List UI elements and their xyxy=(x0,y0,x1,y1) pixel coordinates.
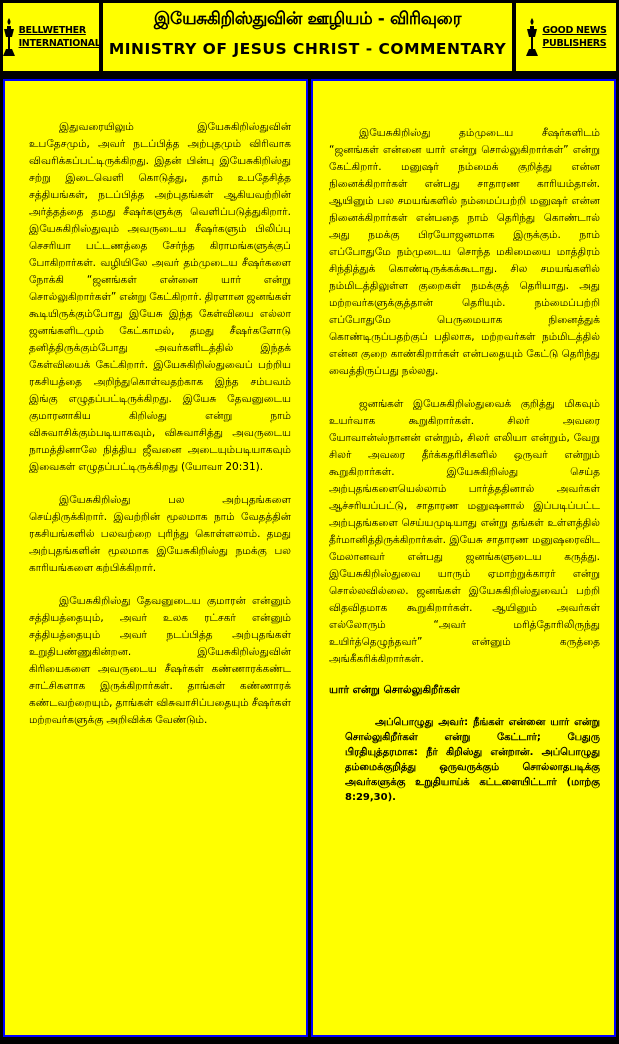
paragraph: ஜனங்கள் இயேசுகிறிஸ்துவைக் குறித்து மிகவும் உயர்வாக கூறுகிறார்கள். சிலர் அவரை யோவான்ஸ்நானன் என்றும், சிலர் எலியா என்றும், வேறு சிலர் அவரை தீர்க்கதரிசிகளில் ஒருவர் என்றும் கூறுகிறார்கள். இயேசுகிறிஸ்து செய்த அற்புதங்களையெல்லாம் பார்த்ததினால் அவர்கள் ஆச்சரியப்பட்டு, சாதாரண மனுஷனால் இப்படிப்பட்ட அற்புதங்களை செய்யமுடியாது என்று தங்கள் உள்ளத்தில் தீர்மானித்திருக்கிறார்கள். இயேசு சாதாரண மனுஷரைவிட மேலானவர் என்பது ஜனங்களுடைய கருத்து. இயேசுகிறிஸ்துவை யாரும் ஏமாற்றுக்காரர் என்று சொல்லவில்லை. ஜனங்கள் இயேசுகிறிஸ்துவைப் பற்றி விதவிதமாக கூறுகிறார்கள். ஆயினும் அவர்கள் எல்லோரும் “அவர் மரித்தோரிலிருந்து உயிர்த்தெழுந்தவர்” என்னும் கருத்தை அங்கீகரிக்கிறார்கள். xyxy=(329,398,600,665)
title-banner xyxy=(103,3,512,71)
page-title-english: MINISTRY OF JESUS CHRIST - COMMENTARY xyxy=(108,40,507,58)
right-column xyxy=(311,79,616,1037)
good-news-publishers-logo[interactable] xyxy=(516,3,616,71)
scripture-quote: அப்பொழுது அவர்: நீங்கள் என்னை யார் என்று சொல்லுகிறீர்கள் என்று கேட்டார்; பேதுரு பிரதியுத்தரமாக: நீர் கிறிஸ்து என்றான். அப்பொழுது தம்மைக்குறித்து ஒருவருக்கும் சொல்லாதபடிக்கு அவர்களுக்கு உறுதியாய்க் கட்டளையிட்டார் (மாற்கு 8:29,30). xyxy=(345,717,600,803)
logo-text-line2: INTERNATIONAL xyxy=(18,38,101,49)
paragraph: இயேசுகிறிஸ்து தம்முடைய சீஷர்களிடம் “ஜனங்கள் என்னை யார் என்று சொல்லுகிறார்கள்” என்று கேட்கிறார். மனுஷர் நம்மைக் குறித்து என்ன நினைக்கிறார்கள் என்பது சாதாரண காரியம்தான். ஆயினும் பல சமயங்களில் நம்மைப்பற்றி மனுஷர் என்ன நினைக்கிறார்கள் என்பதை நாம் தெரிந்து கொண்டால் அது நமக்கு பிரயோஜனமாக இருக்கும். நாம் எப்போதுமே நம்முடைய சொந்த மகிமையை மாத்திரம் சிந்தித்துக் கொண்டிருக்கக்கூடாது. சில சமயங்களில் நம்மிடத்திலுள்ள குறைகள் நமக்குத் தெரியாது. அது மற்றவர்களுக்குத்தான் தெரியும். நம்மைப்பற்றி எப்போதுமே பெருமையாக நினைத்துக் கொண்டிருப்பதற்குப் பதிலாக, மற்றவர்கள் நம்மிடத்தில் என்ன குறை காண்கிறார்கள் என்பதையும் கேட்டு தெரிந்து வைத்திருப்பது நல்லது. xyxy=(329,127,600,377)
section-heading: யார் என்று சொல்லுகிறீர்கள் xyxy=(329,684,460,696)
paragraph: இதுவரையிலும் இயேசுகிறிஸ்துவின் உபதேசமும், அவர் நடப்பித்த அற்புதமும் விரிவாக விவரிக்கப்பட்டிருக்கிறது. இதன் பின்பு இயேசுகிறிஸ்து சற்று இடைவெளி கொடுத்து, தாம் உபதேசித்த சத்தியங்கள், நடப்பித்த அற்புதங்கள் ஆகியவற்றின் அர்த்தத்தை தமது சீஷர்களுக்கு வெளிப்படுத்துகிறார். இயேசுகிறிஸ்துவும் அவருடைய சீஷர்களும் பிலிப்பு செசரியா பட்டணத்தை சேர்ந்த கிராமங்களுக்குப் போகிறார்கள். வழியிலே அவர் தம்முடைய சீஷர்களை நோக்கி “ஜனங்கள் என்னை யார் என்று சொல்லுகிறார்கள்” என்று கேட்கிறார். திரளான ஜனங்கள் கூடியிருக்கும்போது இயேசு இந்த கேள்வியை எல்லா ஜனங்களிடமும் கேட்காமல், தமது சீஷர்களோடு தனித்திருக்கும்போது அவர்களிடத்தில் இந்தக் கேள்வியைக் கேட்கிறார். இயேசுகிறிஸ்துவைப் பற்றிய ரகசியத்தை அறிந்துகொள்வதற்காக இந்த சம்பவம் இங்கு எழுதப்பட்டிருக்கிறது. இயேசு தேவனுடைய குமாரனாகிய கிறிஸ்து என்று நாம் விசுவாசிக்கும்படியாகவும், விசுவாசித்து அவருடைய நாமத்தினாலே நித்திய ஜீவனை அடையும்படியாகவும் இவைகள் எழுதப்பட்டிருக்கிறது (யோவா 20:31). xyxy=(29,121,291,473)
bellwether-logo[interactable] xyxy=(3,3,99,71)
header xyxy=(0,0,619,76)
logo-text-line2: PUBLISHERS xyxy=(542,38,607,49)
paragraph: இயேசுகிறிஸ்து பல அற்புதங்களை செய்திருக்கிறார். இவற்றின் மூலமாக நாம் வேதத்தின் ரகசியங்களில் பலவற்றை புரிந்து கொள்ளலாம். தமது அற்புதங்களின் மூலமாக இயேசுகிறிஸ்து நமக்கு பல காரியங்களை கற்பிக்கிறார். xyxy=(29,494,291,574)
left-column xyxy=(3,79,308,1037)
lamp-icon xyxy=(525,17,539,57)
lamp-icon xyxy=(2,17,16,57)
logo-text-line1: BELLWETHER xyxy=(18,25,86,36)
logo-text-line1: GOOD NEWS xyxy=(542,25,607,36)
paragraph: இயேசுகிறிஸ்து தேவனுடைய குமாரன் என்னும் சத்தியத்தையும், அவர் உலக ரட்சகர் என்னும் சத்தியத்தையும் அவர் நடப்பித்த அற்புதங்கள் உறுதிபண்ணுகின்றன. இயேசுகிறிஸ்துவின் கிரியைகளை அவருடைய சீஷர்கள் கண்ணாரக்கண்ட சாட்சிகளாக இருக்கிறார்கள். தாங்கள் கண்ணாரக் கண்டவற்றையும், தாங்கள் விசுவாசிப்பதையும் சீஷர்கள் மற்றவர்களுக்கு அறிவிக்க வேண்டும். xyxy=(29,595,291,726)
page-title-tamil: இயேசுகிறிஸ்துவின் ஊழியம் - விரிவுரை xyxy=(153,9,462,29)
